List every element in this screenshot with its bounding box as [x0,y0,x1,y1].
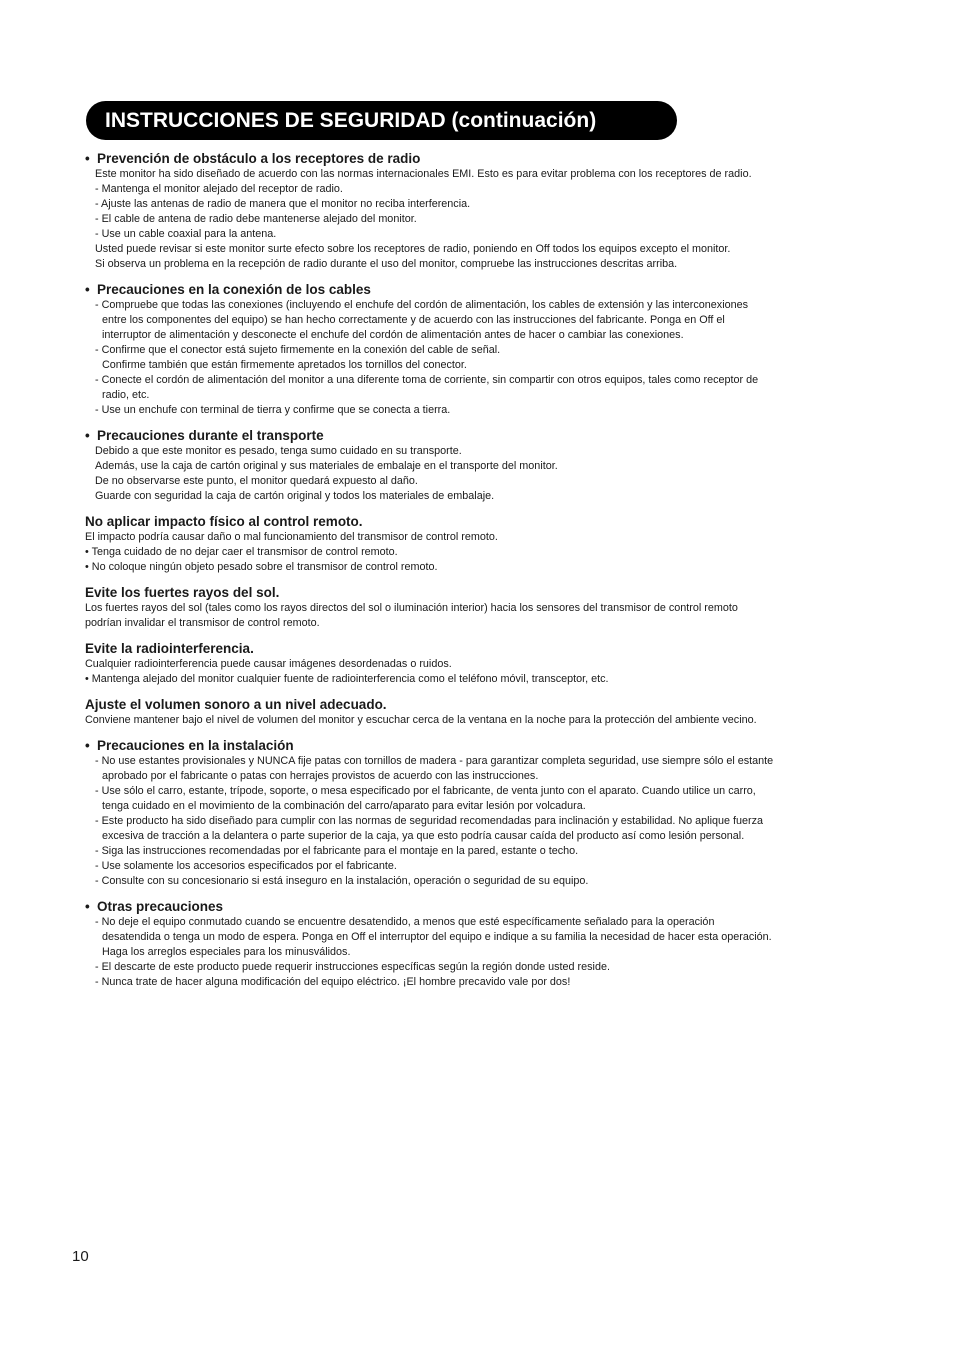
text-line: - Nunca trate de hacer alguna modificación del equipo eléctrico. ¡El hombre precavido vale por dos! [95,976,571,988]
text-line: - Use solamente los accesorios especificados por el fabricante. [95,860,397,872]
text-line: - Confirme que el conector está sujeto firmemente en la conexión del cable de señal. [95,344,501,356]
section-title: Evite los fuertes rayos del sol. [85,585,280,600]
section-heading [85,584,860,601]
section-title: No aplicar impacto físico al control remoto. [85,514,363,529]
section-title: Ajuste el volumen sonoro a un nivel adecuado. [85,697,387,712]
text-line: Los fuertes rayos del sol (tales como los rayos directos del sol o iluminación interior) hacia los sensores del transmisor de control remoto [85,602,738,614]
text-line: Además, use la caja de cartón original y sus materiales de embalaje en el transporte del monitor. [95,460,558,472]
page-number: 10 [72,1248,89,1265]
section [85,584,860,631]
section-heading [85,281,860,298]
text-line: Haga los arreglos especiales para los minusválidos. [102,946,351,958]
text-line: Confirme también que están firmemente apretados los tornillos del conector. [102,359,467,371]
text-line: desatendida o tenga un modo de espera. Ponga en Off el interruptor del equipo e indique a su familia la necesidad de hacer esta operación. [102,931,772,943]
section [85,898,860,990]
text-line: - Conecte el cordón de alimentación del monitor a una diferente toma de corriente, sin compartir con otros equipos, tales como receptor de [95,374,759,386]
text-line: - Ajuste las antenas de radio de manera que el monitor no reciba interferencia. [95,198,471,210]
section-heading [85,513,860,530]
text-line: - Use un enchufe con terminal de tierra y confirme que se conecta a tierra. [95,404,451,416]
section-title: Evite la radiointerferencia. [85,641,254,656]
text-line: El impacto podría causar daño o mal funcionamiento del transmisor de control remoto. [85,531,498,543]
text-line: • No coloque ningún objeto pesado sobre el transmisor de control remoto. [85,561,438,573]
page-title-banner [86,101,677,140]
text-line: - El cable de antena de radio debe mantenerse alejado del monitor. [95,213,417,225]
text-line: excesiva de tracción a la delantera o parte superior de la caja, ya que esto podría causar caída del producto así como lesión personal. [102,830,745,842]
text-line: - Mantenga el monitor alejado del receptor de radio. [95,183,343,195]
text-line: - No deje el equipo conmutado cuando se encuentre desatendido, a menos que esté específicamente señalado para la operación [95,916,715,928]
section [85,150,860,272]
section [85,737,860,889]
section [85,281,860,418]
section [85,640,860,687]
text-line: Conviene mantener bajo el nivel de volumen del monitor y escuchar cerca de la ventana en la noche para la protección del ambiente vecino. [85,714,757,726]
document-body [85,150,860,999]
page-title: INSTRUCCIONES DE SEGURIDAD (continuación) [105,109,597,132]
bullet-icon: • [85,738,90,753]
text-line: - Use sólo el carro, estante, trípode, soporte, o mesa especificado por el fabricante, de venta junto con el aparato. Cuando utilice un carro, [95,785,756,797]
text-line: aprobado por el fabricante o patas con herrajes provistos de acuerdo con las instrucciones. [102,770,539,782]
section [85,513,860,575]
section-title: Precauciones en la conexión de los cables [97,282,371,297]
bullet-icon: • [85,282,90,297]
section-title: Precauciones en la instalación [97,738,294,753]
text-line: - Consulte con su concesionario si está inseguro en la instalación, operación o seguridad de su equipo. [95,875,589,887]
section-title: Prevención de obstáculo a los receptores de radio [97,151,421,166]
section-heading [85,737,860,754]
bullet-icon: • [85,899,90,914]
section-heading [85,696,860,713]
text-line: - Compruebe que todas las conexiones (incluyendo el enchufe del cordón de alimentación, los cables de extensión y las interconexiones [95,299,749,311]
text-line: - Este producto ha sido diseñado para cumplir con las normas de seguridad recomendadas para inclinación y estabilidad. No aplique fuerza [95,815,763,827]
section [85,427,860,504]
text-line: interruptor de alimentación y desconecte el enchufe del cordón de alimentación antes de hacer o cambiar las conexiones. [102,329,684,341]
text-line: Usted puede revisar si este monitor surte efecto sobre los receptores de radio, poniendo en Off todos los equipos excepto el monitor. [95,243,731,255]
section [85,696,860,728]
section-title: Precauciones durante el transporte [97,428,324,443]
text-line: Guarde con seguridad la caja de cartón original y todos los materiales de embalaje. [95,490,495,502]
text-line: - Use un cable coaxial para la antena. [95,228,277,240]
text-line: tenga cuidado en el movimiento de la combinación del carro/aparato para evitar lesión por volcadura. [102,800,586,812]
text-line: - Siga las instrucciones recomendadas por el fabricante para el montaje en la pared, estante o techo. [95,845,579,857]
text-line: - El descarte de este producto puede requerir instrucciones específicas según la región donde usted reside. [95,961,610,973]
text-line: Si observa un problema en la recepción de radio durante el uso del monitor, compruebe las instrucciones descritas arriba. [95,258,678,270]
section-heading [85,150,860,167]
text-line: • Tenga cuidado de no dejar caer el transmisor de control remoto. [85,546,398,558]
section-heading [85,427,860,444]
text-line: - No use estantes provisionales y NUNCA fije patas con tornillos de madera - para garantizar completa seguridad, use siempre sólo el estante [95,755,774,767]
bullet-icon: • [85,428,90,443]
section-title: Otras precauciones [97,899,224,914]
text-line: Debido a que este monitor es pesado, tenga sumo cuidado en su transporte. [95,445,462,457]
text-line: Este monitor ha sido diseñado de acuerdo con las normas internacionales EMI. Esto es para evitar problema con los receptores de radio. [95,168,752,180]
text-line: • Mantenga alejado del monitor cualquier fuente de radiointerferencia como el teléfono móvil, transceptor, etc. [85,673,609,685]
text-line: podrían invalidar el transmisor de control remoto. [85,617,320,629]
bullet-icon: • [85,151,90,166]
section-heading [85,640,860,657]
text-line: De no observarse este punto, el monitor quedará expuesto al daño. [95,475,418,487]
section-heading [85,898,860,915]
text-line: entre los componentes del equipo) se han hecho correctamente y de acuerdo con las instrucciones del fabricante. Ponga en Off el [102,314,725,326]
text-line: radio, etc. [102,389,150,401]
text-line: Cualquier radiointerferencia puede causar imágenes desordenadas o ruidos. [85,658,452,670]
